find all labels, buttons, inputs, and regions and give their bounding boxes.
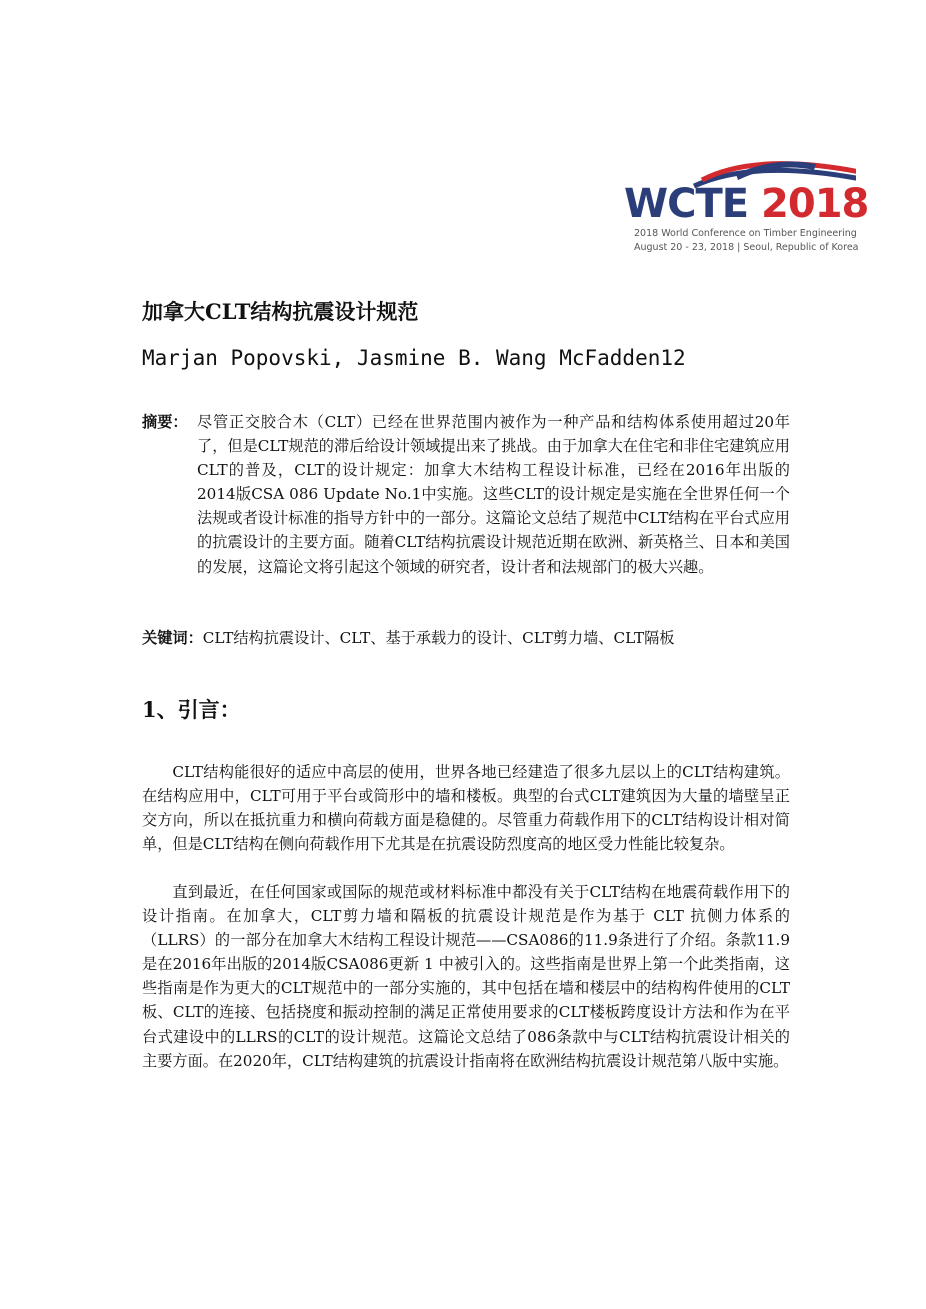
section-heading: 1、引言： [142, 697, 241, 722]
abstract-block [142, 410, 790, 579]
keywords-label: 关键词： [142, 629, 203, 647]
conference-logo [616, 150, 869, 260]
abstract-label: 摘要： [142, 413, 188, 431]
keywords-line [142, 626, 674, 650]
author-list: Marjan Popovski, Jasmine B. Wang McFadden12 [142, 346, 686, 370]
paper-title: 加拿大CLT结构抗震设计规范 [142, 299, 419, 324]
abstract-text: 尽管正交胶合木（CLT）已经在世界范围内被作为一种产品和结构体系使用超过20年了，但是CLT规范的滞后给设计领域提出来了挑战。由于加拿大在住宅和非住宅建筑应用CLT的普及，CLT的设计规定：加拿大木结构工程设计标准，已经在2016年出版的2014版CSA 086 Update No.1中实施。这些CLT的设计规定是实施在全世界任何一个法规或者设计标准的指导方针中的一部分。这篇论文总结了规范中CLT结构在平台式应用的抗震设计的主要方面。随着CLT结构抗震设计规范近期在欧洲、新英格兰、日本和美国的发展，这篇论文将引起这个领域的研究者，设计者和法规部门的极大兴趣。 [197, 413, 790, 576]
body-paragraph: CLT结构能很好的适应中高层的使用，世界各地已经建造了很多九层以上的CLT结构建筑。在结构应用中，CLT可用于平台或筒形中的墙和楼板。典型的台式CLT建筑因为大量的墙壁呈正交方向，所以在抵抗重力和横向荷载方面是稳健的。尽管重力荷载作用下的CLT结构设计相对简单，但是CLT结构在侧向荷载作用下尤其是在抗震设防烈度高的地区受力性能比较复杂。 [142, 763, 790, 854]
logo-conference-name: 2018 World Conference on Timber Engineering [634, 228, 857, 239]
logo-dates-location: August 20 - 23, 2018 | Seoul, Republic of Korea [634, 242, 859, 253]
keywords-text: CLT结构抗震设计、CLT、基于承载力的设计、CLT剪力墙、CLT隔板 [202, 629, 675, 647]
body-paragraph: 直到最近，在任何国家或国际的规范或材料标准中都没有关于CLT结构在地震荷载作用下的设计指南。在加拿大，CLT剪力墙和隔板的抗震设计规范是作为基于 CLT 抗侧力体系的（LLRS）的一部分在加拿大木结构工程设计规范——CSA086的11.9条进行了介绍。条款11.9是在2016年出版的2014版CSA086更新 1 中被引入的。这些指南是世界上第一个此类指南，这些指南是作为更大的CLT规范中的一部分实施的，其中包括在墙和楼层中的结构构件使用的CLT板、CLT的连接、包括挠度和振动控制的满足正常使用要求的CLT楼板跨度设计方法和作为在平台式建设中的LLRS的CLT的设计规范。这篇论文总结了086条款中与CLT结构抗震设计相关的主要方面。在2020年，CLT结构建筑的抗震设计指南将在欧洲结构抗震设计规范第八版中实施。 [142, 883, 790, 1070]
logo-wordmark: WCTE 2018 [624, 181, 869, 227]
